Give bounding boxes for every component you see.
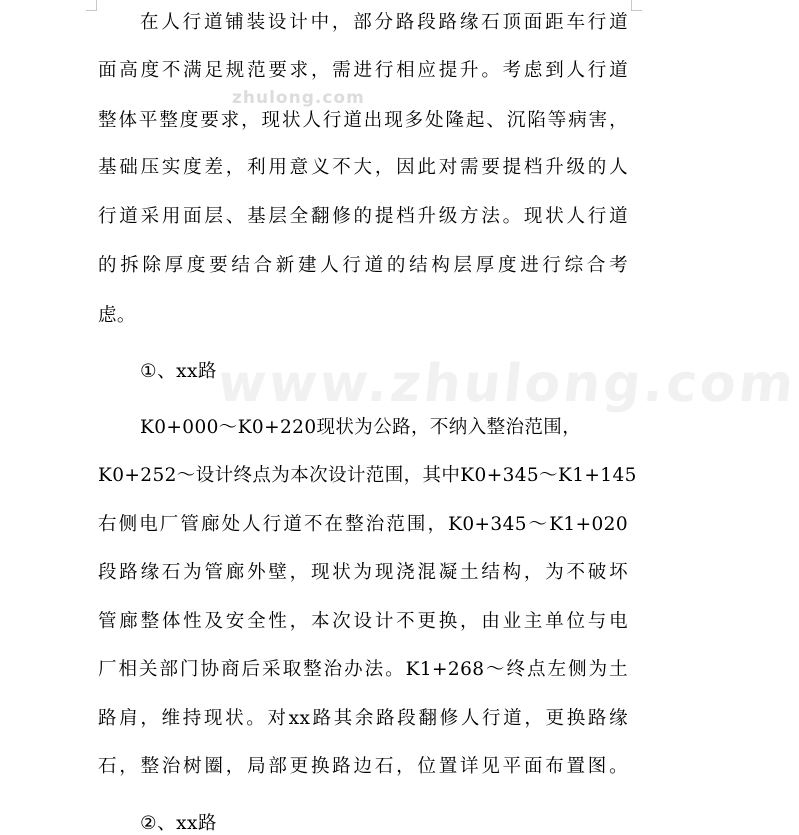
- watermark-large: www.zhulong.com: [214, 354, 799, 414]
- paragraph-1-line: 面高度不满足规范要求，需进行相应提升。考虑到人行道: [98, 60, 628, 81]
- paragraph-1-line: 基础压实度差，利用意义不大，因此对需要提档升级的人: [98, 157, 628, 178]
- section-heading-2: ②、xx路: [140, 813, 217, 834]
- paragraph-1-line: 的拆除厚度要结合新建人行道的结构层厚度进行综合考: [98, 255, 628, 276]
- page-corner-mark-left: [86, 0, 97, 11]
- paragraph-1-line: 虑。: [98, 305, 136, 326]
- paragraph-2-line: 段路缘石为管廊外壁，现状为现浇混凝土结构，为不破坏: [98, 562, 628, 583]
- paragraph-1-line: 行道采用面层、基层全翻修的提档升级方法。现状人行道: [98, 206, 628, 227]
- paragraph-2-line: K0+000～K0+220现状为公路，不纳入整治范围，: [140, 417, 582, 438]
- paragraph-2-line: 右侧电厂管廊处人行道不在整治范围，K0+345～K1+020: [98, 514, 628, 535]
- section-heading-1: ①、xx路: [140, 361, 217, 382]
- page-corner-mark-right: [631, 0, 642, 11]
- paragraph-2-line: 路肩，维持现状。对xx路其余路段翻修人行道，更换路缘: [98, 708, 628, 729]
- watermark-small: zhulong.com: [232, 88, 365, 108]
- paragraph-2-line: 石，整治树圈，局部更换路边石，位置详见平面布置图。: [98, 756, 628, 777]
- paragraph-2-line: 管廊整体性及安全性，本次设计不更换，由业主单位与电: [98, 611, 628, 632]
- paragraph-2-line: K0+252～设计终点为本次设计范围，其中K0+345～K1+145: [98, 465, 637, 486]
- paragraph-2-line: 厂相关部门协商后采取整治办法。K1+268～终点左侧为土: [98, 659, 628, 680]
- paragraph-1-line: 在人行道铺装设计中，部分路段路缘石顶面距车行道: [140, 12, 628, 33]
- paragraph-1-line: 整体平整度要求，现状人行道出现多处隆起、沉陷等病害，: [98, 110, 628, 131]
